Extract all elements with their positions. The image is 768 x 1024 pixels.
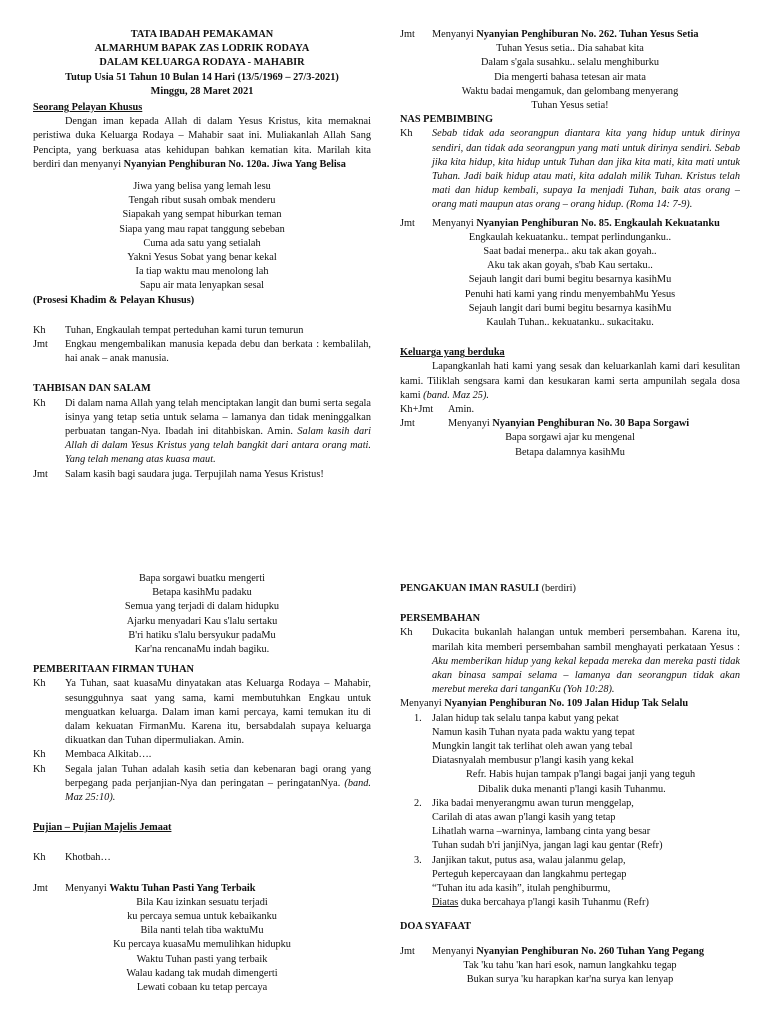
page-3 (33, 572, 371, 1024)
verse-1: 1. Jalan hidup tak selalu tanpa kabut yang pekat (414, 712, 619, 724)
song-lyric: Tengah ribut susah ombak menderu (128, 195, 276, 207)
page-1 (33, 28, 371, 498)
song-lyric: Dalam s'gala susahku.. selalu menghiburku (480, 57, 659, 69)
persembahan-heading: PERSEMBAHAN (400, 613, 481, 625)
song-lyric: Sejauh langit dari bumi begitu besarnya kasihMu (468, 274, 672, 286)
firman-heading: PEMBERITAAN FIRMAN TUHAN (33, 664, 194, 676)
refrain-line: Dibalik duka menanti p'langi kasih Tuhanmu. (478, 783, 666, 795)
song-lyric: Engkaulah kekuatanku.. tempat perlindunganku.. (468, 231, 672, 243)
verse-line: Diatas duka bercahaya p'langi kasih Tuhanmu (Refr) (432, 897, 649, 909)
keluarga-heading: Keluarga yang berduka (400, 347, 505, 359)
opening-text: Dengan iman kepada Allah di dalam Yesus Kristus, kita memaknai peristiwa duka Keluarga Rodaya – Mahabir saat ini. Muliakanlah Allah Sang Pencipta, yang berkuasa atas kehidupan bahkan kematian kita. Marilah kita berdiri dan menyanyi Nyanyian Penghiburan No. 120a. Jiwa Yang Belisa (33, 116, 371, 170)
song-lyric: Siapakah yang sempat hiburkan teman (122, 209, 282, 221)
song-lyric: Penuhi hati kami yang rindu menyembahMu Yesus (464, 288, 676, 300)
liturgy-line: Jmt Menyanyi Nyanyian Penghiburan No. 260 Tuhan Yang Pegang (400, 945, 704, 957)
liturgy-line: Kh Di dalam nama Allah yang telah menciptakan langit dan bumi serta segala isinya yang tetap setia untuk selama – lamanya dan tidak meninggalkan perbuatan tangan-Nya. Ibadah ini ditahbiskan. Amin. Salam kasih dari Allah di dalam Yesus Kristus yang telah bangkit dari antara orang mati. Yang telah menang atas kuasa maut. (33, 397, 371, 466)
nas-heading: NAS PEMBIMBING (400, 114, 493, 126)
song-lyric: Saat badai menerpa.. aku tak akan goyah.. (483, 246, 657, 258)
song-lyric: Waktu Tuhan pasti yang terbaik (136, 953, 268, 965)
song-lyric: Cuma ada satu yang setialah (143, 237, 261, 249)
liturgy-line: Jmt Menyanyi Nyanyian Penghiburan No. 85. Engkaulah Kekuatanku (400, 217, 720, 229)
verse-2: 2. Jika badai menyerangmu awan turun menggelap, (414, 797, 634, 809)
title-line-2: ALMARHUM BAPAK ZAS LODRIK RODAYA (94, 43, 310, 55)
opening-heading: Seorang Pelayan Khusus (33, 102, 143, 114)
song-lyric: Jiwa yang belisa yang lemah lesu (133, 181, 271, 193)
song-lyric: B'ri hatiku s'lalu bersyukur padaMu (128, 629, 276, 641)
song-lyric: Sapu air mata lenyapkan sesal (139, 280, 265, 292)
page-4 (400, 582, 740, 1024)
verse-line: Mungkin langit tak terlihat oleh awan yang tebal (432, 741, 633, 753)
liturgy-line: Kh Segala jalan Tuhan adalah kasih setia dan kebenaran bagi orang yang berpegang pada perjanjian-Nya dan peringatan – peringatanNya. (band. Maz 25:10). (33, 763, 371, 804)
song-lyric: Tuhan Yesus setia.. Dia sahabat kita (496, 43, 644, 55)
pujian-heading: Pujian – Pujian Majelis Jemaat (33, 822, 172, 834)
song-lyric: Betapa dalamnya kasihMu (515, 446, 625, 458)
song-lyric: Ajarku menyadari Kau s'lalu sertaku (126, 615, 278, 627)
song-lyric: Kar'na rencanaMu indah bagiku. (134, 644, 270, 656)
tahbisan-heading: TAHBISAN DAN SALAM (33, 383, 151, 395)
song-lyric: Bila Kau izinkan sesuatu terjadi (136, 896, 268, 908)
song-lyric: Tuhan Yesus setia! (531, 100, 609, 112)
song-lyric: ku percaya semua untuk kebaikanku (127, 911, 277, 923)
song-lyric: Sejauh langit dari bumi begitu besarnya kasihMu (468, 302, 672, 314)
liturgy-line: Kh Membaca Alkitab…. (33, 749, 152, 761)
song-lyric: Ku percaya kuasaMu memulihkan hidupku (113, 939, 291, 951)
refrain-line: Refr. Habis hujan tampak p'langi bagai janji yang teguh (466, 769, 696, 781)
song-lyric: Dia mengerti bahasa tetesan air mata (494, 71, 646, 83)
verse-3: 3. Janjikan takut, putus asa, walau jalanmu gelap, (414, 854, 626, 866)
liturgy-line: Kh Khotbah… (33, 852, 111, 864)
title-line-5: Minggu, 28 Maret 2021 (150, 85, 254, 97)
page-2 (400, 28, 740, 498)
title-line-1: TATA IBADAH PEMAKAMAN (130, 29, 274, 40)
song-lyric: Tak 'ku tahu 'kan hari esok, namun langkahku tegap (463, 959, 677, 971)
song-intro: Menyanyi Nyanyian Penghiburan No. 109 Jalan Hidup Tak Selalu (400, 698, 689, 710)
song-lyric: Yakni Yesus Sobat yang benar kekal (127, 252, 277, 264)
verse-line: Diatasnyalah membusur p'langi kasih yang kekal (432, 755, 634, 767)
title-line-3: DALAM KELUARGA RODAYA - MAHABIR (99, 57, 305, 69)
song-lyric: Waktu badai mengamuk, dan gelombang menyerang (461, 85, 679, 97)
song-lyric: Semua yang terjadi di dalam hidupku (124, 601, 280, 613)
verse-line: Tuhan sudah b'ri janjiNya, jangan lagi kau gentar (Refr) (432, 840, 663, 852)
song-lyric: Bapa sorgawi ajar ku mengenal (505, 432, 635, 444)
liturgy-line: Kh+Jmt Amin. (400, 404, 475, 416)
liturgy-line: Jmt Engkau mengembalikan manusia kepada debu dan berkata : kembalilah, hai anak – anak manusia. (33, 339, 371, 365)
liturgy-line: Kh Dukacita bukanlah halangan untuk memberi persembahan. Karena itu, marilah kita memberi persembahan sambil menghayati perkataan Yesus : Aku memberikan hidup yang kekal kepada mereka dan mereka pasti tidak akan binasa sampai selama – lamanya dan seorangpun tidak akan merebut mereka dari tanganKu (Yoh 10:28). (400, 627, 740, 696)
song-lyric: Kaulah Tuhan.. kekuatanku.. sukacitaku. (486, 317, 654, 329)
liturgy-line: Kh Sebab tidak ada seorangpun diantara kita yang hidup untuk dirinya sendiri, dan tidak ada seorangpun yang mati untuk dirinya sendiri. Sebab jika kita hidup, kita hidup untuk Tuhan dan jika kita mati, kita mati untuk Tuhan. Jadi baik hidup atau mati, kita adalah milik Tuhan. Kristus telah mati dan hidup kembali, supaya Ia menjadi Tuhan, baik atas orang – orang mati maupun atas orang – orang hidup. (Roma 14: 7-9). (400, 128, 740, 211)
procession-note: (Prosesi Khadim & Pelayan Khusus) (33, 294, 195, 306)
song-lyric: Lewati cobaan ku tetap percaya (136, 982, 268, 994)
liturgy-line: Jmt Salam kasih bagi saudara juga. Terpujilah nama Yesus Kristus! (33, 468, 324, 480)
liturgy-line: Kh Tuhan, Engkaulah tempat perteduhan kami turun temurun (33, 324, 304, 336)
doa-heading: DOA SYAFAAT (400, 921, 472, 933)
liturgy-line: Jmt Menyanyi Nyanyian Penghiburan No. 30 Bapa Sorgawi (400, 418, 690, 430)
verse-line: “Tuhan itu ada kasih”, itulah penghiburmu, (432, 883, 611, 895)
verse-line: Namun kasih Tuhan nyata pada waktu yang tepat (432, 726, 635, 738)
song-lyric: Ia tiap waktu mau menolong lah (135, 266, 269, 278)
title-line-4: Tutup Usia 51 Tahun 10 Bulan 14 Hari (13/5/1969 – 27/3-2021) (65, 71, 339, 83)
iman-heading: PENGAKUAN IMAN RASULI (berdiri) (400, 583, 576, 594)
song-lyric: Bila nanti telah tiba waktuMu (140, 925, 264, 937)
liturgy-line: Kh Ya Tuhan, saat kuasaMu dinyatakan atas Keluarga Rodaya – Mahabir, sesungguhnya saat yang sama, kami membutuhkan Engkau untuk menguatkan keluarga. Dalam iman kami percaya, kami temukan itu di dalam kekuatan FirmanMu. Karena itu, bersabdalah supaya keluarga dikuatkan dan Tuhan dipermuliakan. Amin. (33, 678, 371, 747)
song-lyric: Bapa sorgawi buatku mengerti (139, 573, 265, 584)
verse-line: Perteguh kepercayaan dan langkahmu pertegap (432, 868, 627, 880)
song-lyric: Bukan surya 'ku harapkan kar'na surya kan lenyap (466, 974, 674, 986)
verse-line: Carilah di atas awan p'langi kasih yang tetap (432, 812, 616, 824)
keluarga-text: Lapangkanlah hati kami yang sesak dan keluarkanlah kami dari kesulitan kami. Tiliklah sengsara kami dan kesukaran kami serta ampunilah segala dosa kami (band. Maz 25). (400, 361, 740, 401)
liturgy-line: Jmt Menyanyi Waktu Tuhan Pasti Yang Terbaik (33, 882, 256, 894)
song-lyric: Betapa kasihMu padaku (152, 587, 252, 599)
song-lyric: Siapa yang mau rapat tanggung sebeban (119, 223, 285, 235)
song-lyric: Walau kadang tak mudah dimengerti (126, 967, 278, 979)
song-lyric: Aku tak akan goyah, s'bab Kau sertaku.. (487, 260, 653, 272)
verse-line: Lihatlah warna –warninya, lambang cinta yang besar (432, 826, 651, 838)
liturgy-line: Jmt Menyanyi Nyanyian Penghiburan No. 262. Tuhan Yesus Setia (400, 29, 699, 40)
